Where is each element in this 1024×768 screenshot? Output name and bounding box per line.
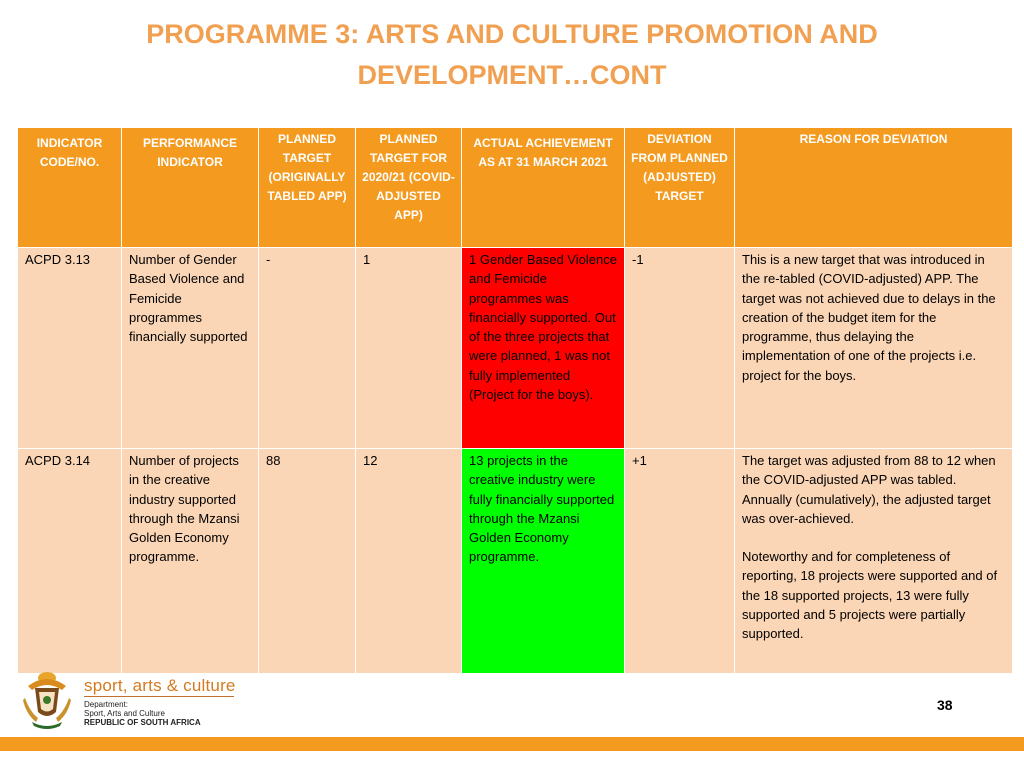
dept-line-1: Department:: [84, 700, 129, 709]
title-line-2: DEVELOPMENT…CONT: [357, 60, 667, 90]
header-planned-original: PLANNED TARGET (ORIGINALLY TABLED APP): [259, 128, 356, 248]
footer-bottom-strip: [0, 751, 1024, 768]
cell-code: ACPD 3.13: [18, 248, 122, 449]
cell-reason: [735, 449, 1013, 674]
cell-reason: [735, 248, 1013, 449]
deviation-table: [17, 127, 1013, 674]
reason-extra-text: Noteworthy and for completeness of reporting, 18 projects were supported and of the 18 supported projects, 13 were fully supported and 5 projects were partially supported.: [742, 549, 998, 642]
cell-planned-original: 88: [259, 449, 356, 674]
header-performance-indicator: PERFORMANCE INDICATOR: [122, 128, 259, 248]
dept-line-2: Sport, Arts and Culture: [84, 709, 165, 718]
cell-planned-original: -: [259, 248, 356, 449]
table-header-row: [18, 128, 1013, 248]
reason-text: This is a new target that was introduced in the re-tabled (COVID-adjusted) APP. The target was not achieved due to delays in the creation of the budget item for the programme, thus delaying the implementation of one of the projects i.e. project for the boys.: [742, 252, 996, 383]
cell-deviation: +1: [625, 449, 735, 674]
brand-divider: [84, 696, 234, 697]
title-line-1: PROGRAMME 3: ARTS AND CULTURE PROMOTION AND: [146, 19, 878, 49]
cell-indicator: Number of projects in the creative industry supported through the Mzansi Golden Economy programme.: [122, 449, 259, 674]
header-planned-adjusted: PLANNED TARGET FOR 2020/21 (COVID-ADJUSTED APP): [356, 128, 462, 248]
cell-actual-achieved: 13 projects in the creative industry were fully financially supported through the Mzansi Golden Economy programme.: [462, 449, 625, 674]
brand-name: sport, arts & culture: [84, 676, 236, 695]
page-number: 38: [937, 697, 953, 713]
paragraph-gap: [742, 528, 1005, 547]
header-indicator-code: INDICATOR CODE/NO.: [18, 128, 122, 248]
header-deviation: DEVIATION FROM PLANNED (ADJUSTED) TARGET: [625, 128, 735, 248]
header-actual-achievement: ACTUAL ACHIEVEMENT AS AT 31 MARCH 2021: [462, 128, 625, 248]
department-label: [84, 700, 201, 727]
table-row: [18, 449, 1013, 674]
footer-accent-bar: [0, 737, 1024, 751]
cell-planned-adjusted: 1: [356, 248, 462, 449]
header-reason: REASON FOR DEVIATION: [735, 128, 1013, 248]
table-row: [18, 248, 1013, 449]
cell-planned-adjusted: 12: [356, 449, 462, 674]
cell-deviation: -1: [625, 248, 735, 449]
page-title: [0, 14, 1024, 96]
cell-actual-not-achieved: 1 Gender Based Violence and Femicide programmes was financially supported. Out of the three projects that were planned, 1 was not fully implemented (Project for the boys).: [462, 248, 625, 449]
cell-indicator: Number of Gender Based Violence and Femicide programmes financially supported: [122, 248, 259, 449]
coat-of-arms-icon: [22, 668, 72, 730]
cell-code: ACPD 3.14: [18, 449, 122, 674]
reason-text: The target was adjusted from 88 to 12 when the COVID-adjusted APP was tabled. Annually (cumulatively), the adjusted target was over-achieved.: [742, 453, 996, 526]
dept-line-3: REPUBLIC OF SOUTH AFRICA: [84, 718, 201, 727]
